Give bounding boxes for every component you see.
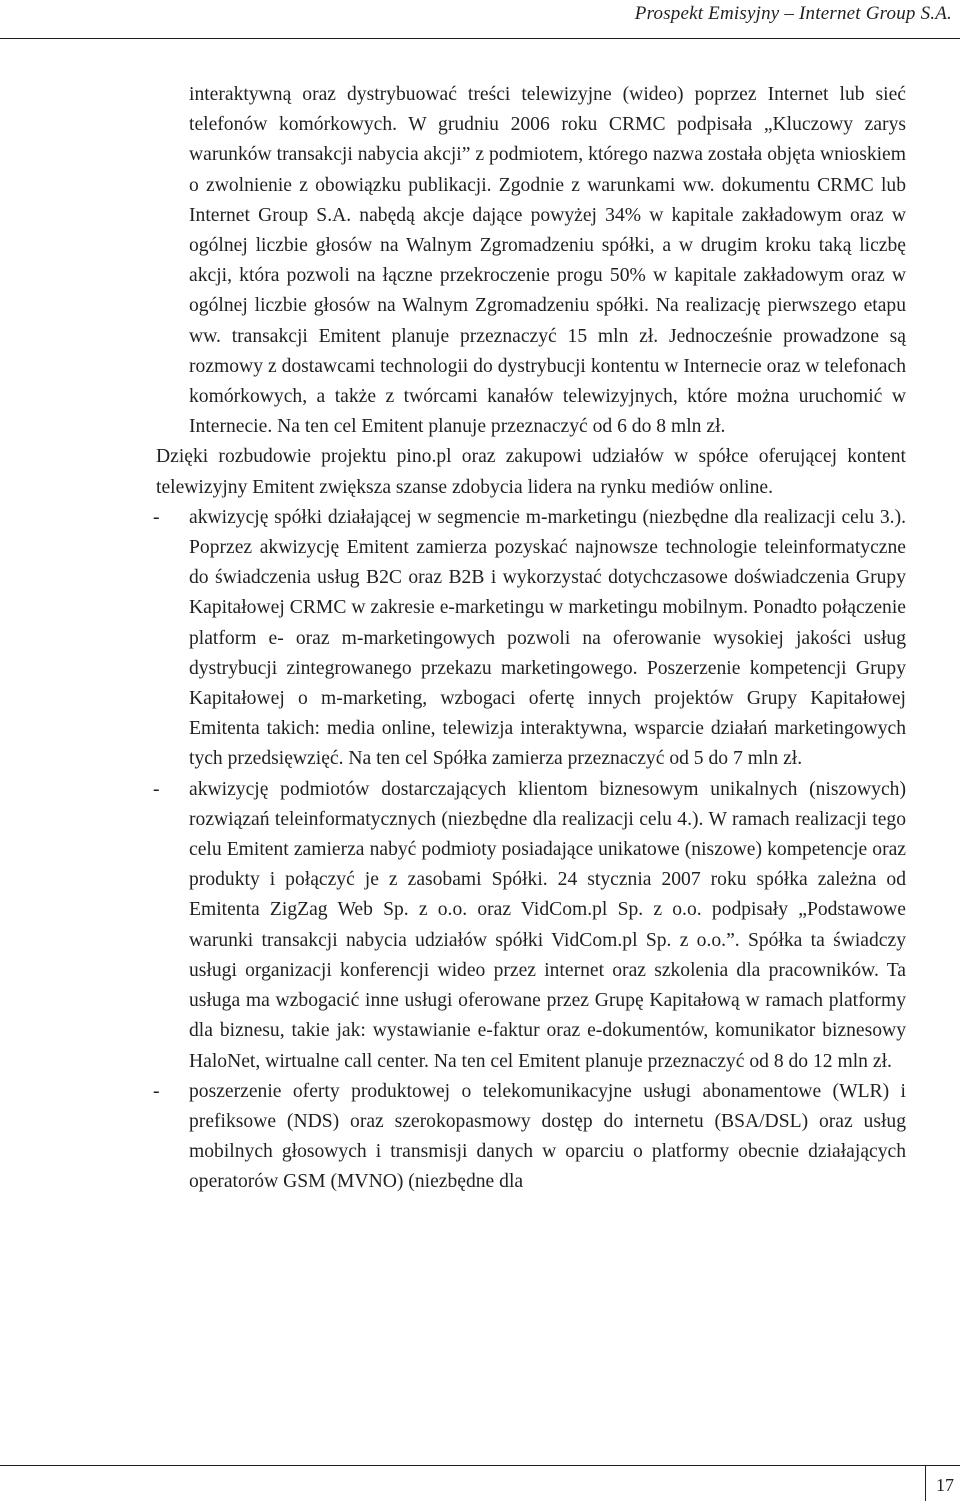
- paragraph-pino-summary: Dzięki rozbudowie projektu pino.pl oraz zakupowi udziałów w spółce oferującej kontent telewizyjny Emitent zwiększa szanse zdobycia lidera na rynku mediów online.: [156, 446, 906, 498]
- list-item: [153, 1077, 906, 1198]
- page-header: [0, 0, 960, 39]
- page-footer: [0, 1465, 960, 1501]
- list-item-text: akwizycję podmiotów dostarczających klientom biznesowym unikalnych (niszowych) rozwiązań teleinformatycznych (niezbędne dla realizacji celu 4.). W ramach realizacji tego celu Emitent zamierza nabyć podmioty posiadające unikatowe (niszowe) kompetencje oraz produkty i połączyć je z zasobami Spółki. 24 stycznia 2007 roku spółka zależna od Emitenta ZigZag Web Sp. z o.o. oraz VidCom.pl Sp. z o.o. podpisały „Podstawowe warunki transakcji nabycia udziałów spółki VidCom.pl Sp. z o.o.”. Spółka ta świadczy usługi organizacji konferencji wideo przez internet oraz szkolenia dla pracowników. Ta usługa ma wzbogacić inne usługi oferowane przez Grupę Kapitałową w ramach platformy dla biznesu, takie jak: wystawianie e-faktur oraz e-dokumentów, komunikator biznesowy HaloNet, wirtualne call center. Na ten cel Emitent planuje przeznaczyć od 8 do 12 mln zł.: [189, 778, 906, 1072]
- footer-divider: [0, 1465, 960, 1466]
- page-number: 17: [936, 1475, 954, 1495]
- list-item-text: akwizycję spółki działającej w segmencie m-marketingu (niezbędne dla realizacji celu 3.). Poprzez akwizycję Emitent zamierza pozyskać najnowsze technologie teleinformatyczne do świadczenia usług B2C oraz B2B i wykorzystać dotychczasowe doświadczenia Grupy Kapitałowej CRMC w zakresie e-marketingu w marketingu mobilnym. Ponadto połączenie platform e- oraz m-marketingowych pozwoli na oferowanie wysokiej jakości usług dystrybucji zintegrowanego przekazu marketingowego. Poszerzenie kompetencji Grupy Kapitałowej o m-marketing, wzbogaci ofertę innych projektów Grupy Kapitałowej Emitenta takich: media online, telewizja interaktywna, wsparcie działań marketingowych tych przedsięwzięć. Na ten cel Spółka zamierza przeznaczyć od 5 do 7 mln zł.: [189, 506, 906, 770]
- page-body: [0, 80, 960, 1198]
- paragraph-acquisition-video: interaktywną oraz dystrybuować treści telewizyjne (wideo) poprzez Internet lub sieć telefonów komórkowych. W grudniu 2006 roku CRMC podpisała „Kluczowy zarys warunków transakcji nabycia akcji” z podmiotem, którego nazwa została objęta wnioskiem o zwolnienie z obowiązku publikacji. Zgodnie z warunkami ww. dokumentu CRMC lub Internet Group S.A. nabędą akcje dające powyżej 34% w kapitale zakładowym oraz w ogólnej liczbie głosów na Walnym Zgromadzeniu spółki, a w drugim kroku taką liczbę akcji, która pozwoli na łączne przekroczenie progu 50% w kapitale zakładowym oraz w ogólnej liczbie głosów na Walnym Zgromadzeniu spółki. Na realizację pierwszego etapu ww. transakcji Emitent planuje przeznaczyć 15 mln zł. Jednocześnie prowadzone są rozmowy z dostawcami technologii do dystrybucji kontentu w Internecie oraz w telefonach komórkowych, a także z twórcami kanałów telewizyjnych, które można uruchomić w Internecie. Na ten cel Emitent planuje przeznaczyć od 6 do 8 mln zł.: [189, 84, 906, 438]
- list-dash: -: [153, 1080, 160, 1102]
- list-dash: -: [153, 506, 160, 528]
- footer-vertical-divider: [925, 1465, 926, 1501]
- list-item-text: poszerzenie oferty produktowej o telekomunikacyjne usługi abonamentowe (WLR) i prefiksowe (NDS) oraz szerokopasmowy dostęp do internetu (BSA/DSL) oraz usług mobilnych głosowych i transmisji danych w oparciu o platformy obecnie działających operatorów GSM (MVNO) (niezbędne dla: [189, 1080, 906, 1193]
- list-item: [153, 503, 906, 775]
- list-item: [153, 775, 906, 1077]
- document-title: Prospekt Emisyjny – Internet Group S.A.: [634, 3, 952, 24]
- list-dash: -: [153, 778, 160, 800]
